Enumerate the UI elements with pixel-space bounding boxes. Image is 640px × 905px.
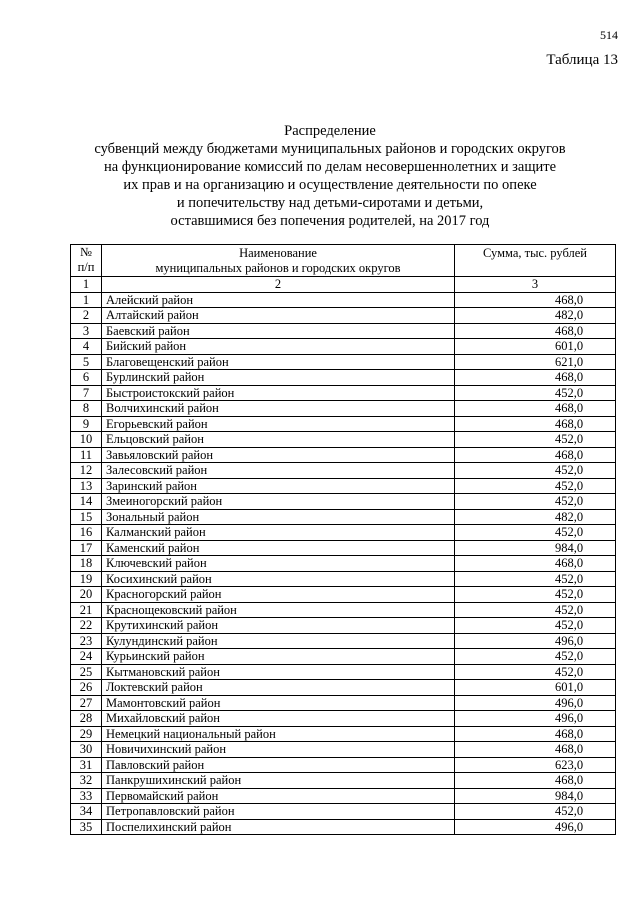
row-sum: 468,0 (455, 742, 616, 758)
row-district-name: Калманский район (102, 525, 455, 541)
row-sum: 468,0 (455, 447, 616, 463)
row-sum: 468,0 (455, 416, 616, 432)
table-row (71, 292, 616, 308)
row-district-name: Павловский район (102, 757, 455, 773)
table-row (71, 633, 616, 649)
row-sum: 452,0 (455, 385, 616, 401)
table-row (71, 494, 616, 510)
row-district-name: Первомайский район (102, 788, 455, 804)
row-number: 25 (71, 664, 102, 680)
title-line: на функционирование комиссий по делам несовершеннолетних и защите (103, 159, 557, 175)
row-number: 28 (71, 711, 102, 727)
row-sum: 482,0 (455, 308, 616, 324)
table-row (71, 711, 616, 727)
row-district-name: Краснощековский район (102, 602, 455, 618)
table-row (71, 819, 616, 835)
table-row (71, 587, 616, 603)
column-index: 2 (102, 277, 455, 293)
table-row (71, 463, 616, 479)
row-district-name: Благовещенский район (102, 354, 455, 370)
table-row (71, 509, 616, 525)
row-number: 31 (71, 757, 102, 773)
table-row (71, 308, 616, 324)
table-row (71, 742, 616, 758)
row-district-name: Михайловский район (102, 711, 455, 727)
table-row (71, 370, 616, 386)
header-name-line2: муниципальных районов и городских округов (155, 260, 401, 275)
row-number: 29 (71, 726, 102, 742)
header-sum: Сумма, тыс. рублей (455, 245, 616, 277)
row-district-name: Поспелихинский район (102, 819, 455, 835)
table-row (71, 726, 616, 742)
distribution-table (70, 244, 616, 835)
table-header-row (71, 245, 616, 277)
row-number: 18 (71, 556, 102, 572)
table-row (71, 773, 616, 789)
row-sum: 468,0 (455, 323, 616, 339)
row-number: 13 (71, 478, 102, 494)
table-row (71, 649, 616, 665)
row-sum: 452,0 (455, 463, 616, 479)
row-sum: 452,0 (455, 664, 616, 680)
row-number: 21 (71, 602, 102, 618)
row-district-name: Петропавловский район (102, 804, 455, 820)
row-number: 16 (71, 525, 102, 541)
row-district-name: Алтайский район (102, 308, 455, 324)
row-number: 20 (71, 587, 102, 603)
header-name (102, 245, 455, 277)
row-sum: 601,0 (455, 680, 616, 696)
table-row (71, 540, 616, 556)
row-district-name: Немецкий национальный район (102, 726, 455, 742)
row-district-name: Курьинский район (102, 649, 455, 665)
row-number: 30 (71, 742, 102, 758)
row-number: 14 (71, 494, 102, 510)
title-line: и попечительству над детьми-сиротами и детьми, (176, 195, 484, 211)
row-sum: 468,0 (455, 370, 616, 386)
row-number: 33 (71, 788, 102, 804)
row-sum: 984,0 (455, 540, 616, 556)
table-row (71, 447, 616, 463)
row-sum: 452,0 (455, 525, 616, 541)
row-number: 19 (71, 571, 102, 587)
row-sum: 623,0 (455, 757, 616, 773)
row-sum: 452,0 (455, 494, 616, 510)
table-row (71, 571, 616, 587)
row-district-name: Ельцовский район (102, 432, 455, 448)
table-row (71, 339, 616, 355)
row-sum: 468,0 (455, 726, 616, 742)
table-row (71, 695, 616, 711)
row-sum: 496,0 (455, 633, 616, 649)
row-number: 2 (71, 308, 102, 324)
row-district-name: Волчихинский район (102, 401, 455, 417)
row-district-name: Бийский район (102, 339, 455, 355)
row-sum: 496,0 (455, 695, 616, 711)
table-row (71, 525, 616, 541)
table-row (71, 664, 616, 680)
row-number: 35 (71, 819, 102, 835)
row-number: 6 (71, 370, 102, 386)
row-number: 9 (71, 416, 102, 432)
table-row (71, 804, 616, 820)
row-number: 10 (71, 432, 102, 448)
row-number: 12 (71, 463, 102, 479)
row-number: 15 (71, 509, 102, 525)
row-number: 24 (71, 649, 102, 665)
row-sum: 468,0 (455, 556, 616, 572)
row-number: 11 (71, 447, 102, 463)
row-number: 4 (71, 339, 102, 355)
row-number: 5 (71, 354, 102, 370)
row-sum: 482,0 (455, 509, 616, 525)
row-district-name: Быстроистокский район (102, 385, 455, 401)
row-district-name: Косихинский район (102, 571, 455, 587)
table-row (71, 385, 616, 401)
table-row (71, 323, 616, 339)
row-number: 23 (71, 633, 102, 649)
row-number: 7 (71, 385, 102, 401)
row-sum: 452,0 (455, 432, 616, 448)
table-row (71, 618, 616, 634)
title-line: субвенций между бюджетами муниципальных районов и городских округов (94, 141, 566, 157)
row-sum: 452,0 (455, 804, 616, 820)
title-line: их прав и на организацию и осуществление деятельности по опеке (123, 177, 537, 193)
row-sum: 452,0 (455, 478, 616, 494)
row-number: 1 (71, 292, 102, 308)
row-sum: 452,0 (455, 571, 616, 587)
row-district-name: Крутихинский район (102, 618, 455, 634)
table-row (71, 788, 616, 804)
column-index: 1 (71, 277, 102, 293)
row-district-name: Кытмановский район (102, 664, 455, 680)
row-number: 32 (71, 773, 102, 789)
table-label: Таблица 13 (546, 52, 618, 68)
header-number-line2: п/п (77, 259, 95, 274)
row-sum: 468,0 (455, 401, 616, 417)
table-row (71, 416, 616, 432)
table-row (71, 602, 616, 618)
row-district-name: Алейский район (102, 292, 455, 308)
row-sum: 452,0 (455, 618, 616, 634)
table-row (71, 478, 616, 494)
row-district-name: Заринский район (102, 478, 455, 494)
column-index-row (71, 277, 616, 293)
row-sum: 601,0 (455, 339, 616, 355)
row-district-name: Залесовский район (102, 463, 455, 479)
title-line: Распределение (284, 123, 376, 139)
row-district-name: Егорьевский район (102, 416, 455, 432)
row-district-name: Локтевский район (102, 680, 455, 696)
row-district-name: Баевский район (102, 323, 455, 339)
row-number: 27 (71, 695, 102, 711)
table-row (71, 680, 616, 696)
row-district-name: Зональный район (102, 509, 455, 525)
row-number: 17 (71, 540, 102, 556)
row-number: 34 (71, 804, 102, 820)
row-number: 22 (71, 618, 102, 634)
table-row (71, 401, 616, 417)
title-line: оставшимися без попечения родителей, на 2017 год (170, 213, 490, 229)
page-number: 514 (600, 28, 618, 42)
header-number (71, 245, 102, 277)
row-sum: 452,0 (455, 587, 616, 603)
row-sum: 621,0 (455, 354, 616, 370)
header-number-line1: № (80, 245, 92, 259)
row-number: 26 (71, 680, 102, 696)
row-sum: 452,0 (455, 649, 616, 665)
table-row (71, 757, 616, 773)
row-district-name: Красногорский район (102, 587, 455, 603)
row-sum: 452,0 (455, 602, 616, 618)
row-sum: 468,0 (455, 292, 616, 308)
table-row (71, 556, 616, 572)
table-body (71, 292, 616, 835)
row-district-name: Бурлинский район (102, 370, 455, 386)
row-district-name: Панкрушихинский район (102, 773, 455, 789)
row-district-name: Ключевский район (102, 556, 455, 572)
column-index: 3 (455, 277, 616, 293)
row-district-name: Новичихинский район (102, 742, 455, 758)
row-sum: 984,0 (455, 788, 616, 804)
table-row (71, 432, 616, 448)
row-district-name: Каменский район (102, 540, 455, 556)
document-title (60, 122, 600, 230)
row-district-name: Завьяловский район (102, 447, 455, 463)
table-row (71, 354, 616, 370)
row-district-name: Мамонтовский район (102, 695, 455, 711)
row-district-name: Змеиногорский район (102, 494, 455, 510)
row-sum: 496,0 (455, 819, 616, 835)
row-number: 8 (71, 401, 102, 417)
row-district-name: Кулундинский район (102, 633, 455, 649)
row-number: 3 (71, 323, 102, 339)
header-name-line1: Наименование (239, 246, 317, 260)
row-sum: 468,0 (455, 773, 616, 789)
row-sum: 496,0 (455, 711, 616, 727)
